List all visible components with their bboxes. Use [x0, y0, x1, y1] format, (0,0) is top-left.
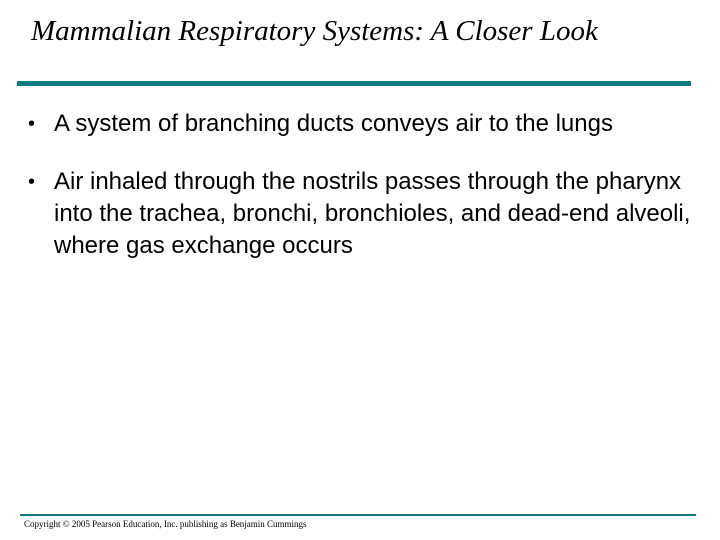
bullet-text: Air inhaled through the nostrils passes through the pharynx into the trachea, bronchi, bronchioles, and dead-end alveoli, where gas exchange occurs	[54, 168, 691, 259]
copyright-notice: Copyright © 2005 Pearson Education, Inc. publishing as Benjamin Cummings	[24, 519, 307, 529]
slide-title: Mammalian Respiratory Systems: A Closer Look	[31, 15, 598, 47]
footer-divider	[20, 514, 696, 516]
bullet-marker: •	[28, 113, 36, 135]
bullet-list	[28, 108, 708, 288]
bullet-marker: •	[28, 171, 36, 193]
title-divider	[17, 81, 691, 86]
bullet-item	[28, 108, 708, 140]
bullet-text: A system of branching ducts conveys air to the lungs	[54, 110, 613, 137]
bullet-item	[28, 166, 708, 262]
